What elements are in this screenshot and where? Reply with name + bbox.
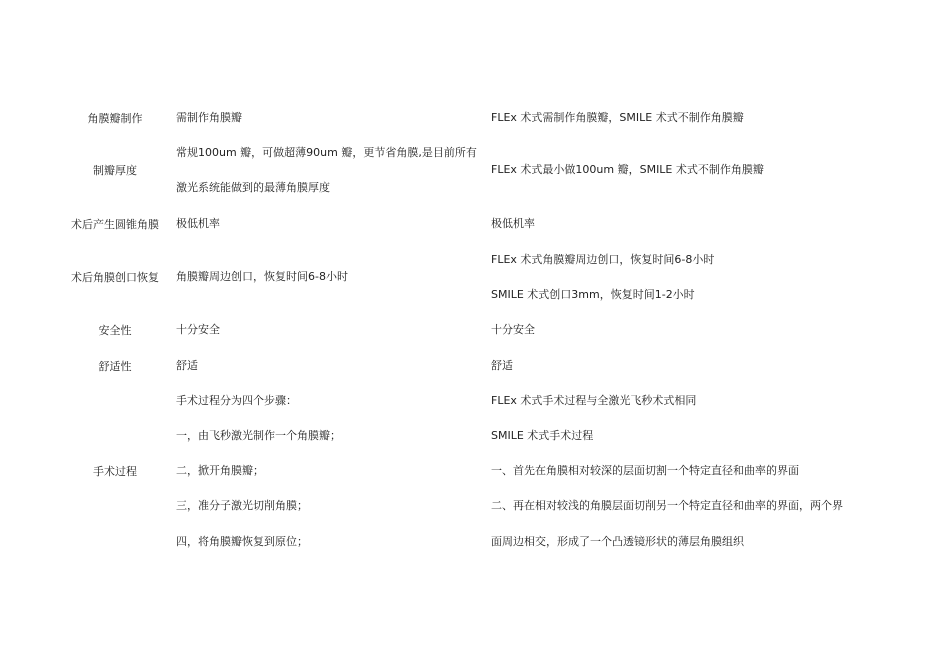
cell-text: 十分安全 <box>491 323 535 336</box>
cell-text: SMILE 术式创口3mm，恢复时间1-2小时 <box>491 288 695 301</box>
cell-text: FLEx 术式手术过程与全激光飞秒术式相同 <box>491 394 697 407</box>
cell-text: FLEx 术式最小做100um 瓣，SMILE 术式不制作角膜瓣 <box>491 163 764 176</box>
cell-text: 舒适 <box>491 359 513 372</box>
cell-text: 极低机率 <box>491 217 535 230</box>
cell-text: 激光系统能做到的最薄角膜厚度 <box>176 181 330 194</box>
row-label: 安全性 <box>98 324 132 337</box>
row-label: 手术过程 <box>93 465 137 478</box>
cell-text: 面周边相交，形成了一个凸透镜形状的薄层角膜组织 <box>491 535 744 548</box>
cell-text: 三，准分子激光切削角膜； <box>176 499 308 512</box>
cell-text: 十分安全 <box>176 323 220 336</box>
cell-text: 四，将角膜瓣恢复到原位； <box>176 535 308 548</box>
cell-text: 极低机率 <box>176 217 220 230</box>
cell-text: 二，掀开角膜瓣； <box>176 464 264 477</box>
cell-text: 需制作角膜瓣 <box>176 111 242 124</box>
cell-text: FLEx 术式需制作角膜瓣，SMILE 术式不制作角膜瓣 <box>491 111 744 124</box>
row-label: 舒适性 <box>98 360 132 373</box>
cell-text: SMILE 术式手术过程 <box>491 429 594 442</box>
row-label: 制瓣厚度 <box>93 164 137 177</box>
cell-text: 常规100um 瓣，可做超薄90um 瓣，更节省角膜,是目前所有 <box>176 146 477 159</box>
row-label: 术后角膜创口恢复 <box>71 271 159 284</box>
cell-text: 手术过程分为四个步骤： <box>176 394 297 407</box>
cell-text: 一、首先在角膜相对较深的层面切割一个特定直径和曲率的界面 <box>491 464 799 477</box>
cell-text: 角膜瓣周边创口，恢复时间6-8小时 <box>176 270 348 283</box>
cell-text: FLEx 术式角膜瓣周边创口，恢复时间6-8小时 <box>491 253 715 266</box>
cell-text: 舒适 <box>176 359 198 372</box>
cell-text: 一，由飞秒激光制作一个角膜瓣； <box>176 429 341 442</box>
row-label: 角膜瓣制作 <box>87 112 143 125</box>
row-label: 术后产生圆锥角膜 <box>71 218 159 231</box>
cell-text: 二、再在相对较浅的角膜层面切削另一个特定直径和曲率的界面，两个界 <box>491 499 843 512</box>
